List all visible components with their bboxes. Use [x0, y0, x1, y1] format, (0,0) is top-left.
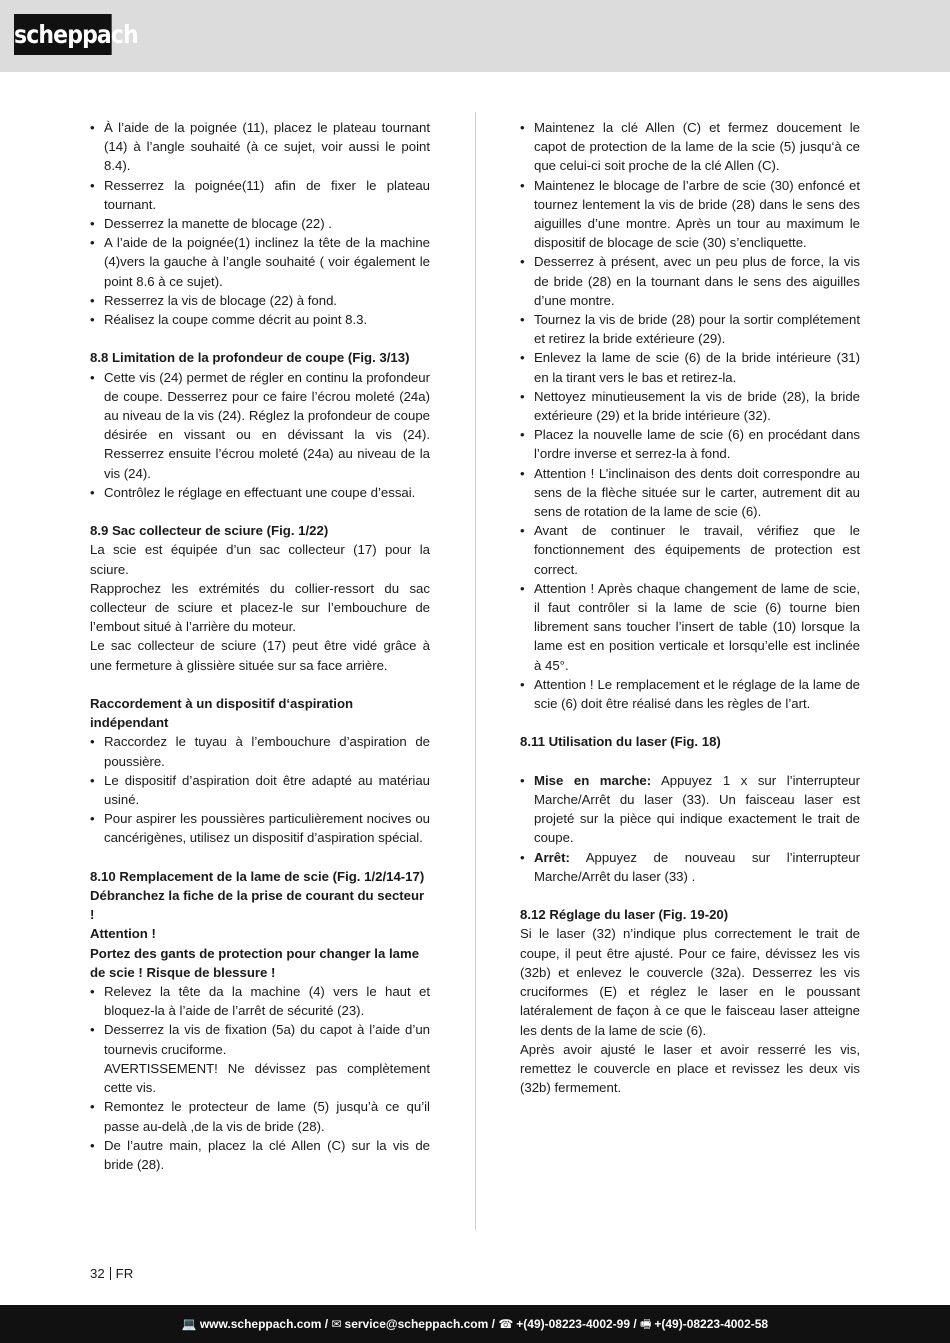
spacer	[90, 329, 430, 348]
list-item	[90, 1136, 430, 1174]
footer-fax: +(49)-08223-4002-58	[654, 1317, 769, 1331]
list-item-text: Remontez le protecteur de lame (5) jusqu’à ce qu’il passe au-delà ,de la vis de bride (28).	[104, 1099, 430, 1134]
section-heading: 8.8 Limitation de la profondeur de coupe (Fig. 3/13)	[90, 350, 410, 366]
page-number: 32	[90, 1266, 105, 1281]
list-item	[90, 732, 430, 770]
list-item-text: À l’aide de la poignée (11), placez le plateau tournant (14) à l’angle souhaité (à ce sujet, voir aussi le point 8.4).	[104, 120, 430, 174]
section-heading: Portez des gants de protection pour changer la lame de scie ! Risque de blessure !	[90, 945, 420, 980]
section-heading: Débranchez la fiche de la prise de courant du secteur !	[90, 888, 425, 923]
list-item-text: Relevez la tête da la machine (4) vers le haut et bloquez-la à l’aide de l’arrêt de sécurité (23).	[104, 984, 430, 1019]
section-heading: 8.12 Réglage du laser (Fig. 19-20)	[520, 907, 729, 923]
list-item-text: Cette vis (24) permet de régler en continu la profondeur de coupe. Desserrez pour ce faire l’écrou moleté (24a) au niveau de la vis (24). Réglez la profondeur de coupe désirée en vissant ou en dévissant la vis (24). Resserrez ensuite l’écrou moleté (24a) au niveau de la vis (24).	[104, 369, 430, 481]
list-item-text: Resserrez la poignée(11) afin de fixer le plateau tournant.	[104, 177, 430, 212]
list-item	[90, 483, 430, 502]
list-item-text: De l’autre main, placez la clé Allen (C) sur la vis de bride (28).	[104, 1137, 430, 1172]
list-item	[520, 118, 860, 176]
bullet-list	[90, 732, 430, 847]
section-heading: 8.9 Sac collecteur de sciure (Fig. 1/22)	[90, 523, 329, 539]
list-item	[90, 310, 430, 329]
list-item	[520, 252, 860, 310]
list-item-text: Attention ! Le remplacement et le réglage de la lame de scie (6) doit être réalisé dans les règles de l’art.	[534, 676, 860, 712]
spacer	[520, 713, 860, 732]
section-heading: 8.10 Remplacement de la lame de scie (Fig. 1/2/14-17)	[90, 868, 425, 884]
footer-separator: /	[491, 1317, 499, 1331]
spacer	[520, 886, 860, 905]
list-item-text: Resserrez la vis de blocage (22) à fond.	[104, 292, 338, 308]
paragraph: Après avoir ajusté le laser et avoir resserré les vis, remettez le couvercle en place et revissez les deux vis (32b) fermement.	[520, 1041, 860, 1096]
laptop-icon: 💻	[181, 1317, 197, 1331]
fax-icon: 🖷	[640, 1317, 652, 1331]
list-item	[520, 848, 860, 886]
list-item	[520, 579, 860, 675]
list-item-text: Appuyez de nouveau sur l’interrupteur Marche/Arrêt du laser (33) .	[534, 849, 860, 884]
footer-phone: +(49)-08223-4002-99	[516, 1317, 631, 1331]
list-item	[520, 675, 860, 713]
telephone-icon: ☎	[498, 1317, 514, 1331]
section-heading: Attention !	[90, 926, 156, 942]
paragraph: Si le laser (32) n’indique plus correctement le trait de coupe, il peut être ajusté. Pour ce faire, dévissez les vis (32b) et enlevez le couvercle (32a). Desserrez les vis cruciformes (E) et réglez le laser en le poussant latéralement de façon à ce que le faisceau laser atteigne les dents de la lame de scie (6).	[520, 926, 860, 1038]
list-item	[520, 464, 860, 522]
bullet-list	[90, 982, 430, 1174]
list-item	[90, 291, 430, 310]
spacer	[90, 848, 430, 867]
list-item-text: Desserrez la manette de blocage (22) .	[104, 216, 332, 232]
list-item-text: Avant de continuer le travail, vérifiez que le fonctionnement des équipements de protection est correct.	[534, 523, 860, 577]
list-item-text: Pour aspirer les poussières particulièrement nocives ou cancérigènes, utilisez un dispositif d’aspiration spécial.	[104, 811, 430, 846]
list-item	[520, 425, 860, 463]
list-item-text: Desserrez la vis de fixation (5a) du capot à l’aide d’un tournevis cruciforme.	[104, 1022, 430, 1057]
list-item-text: Attention ! Après chaque changement de lame de scie, il faut contrôler si la lame de scie (6) tourne bien librement sans toucher l’insert de table (10) lorsque la lame est en position verticale et lorsqu’elle est inclinée à 45°.	[534, 580, 860, 673]
paragraph: Rapprochez les extrémités du collier-ressort du sac collecteur de sciure et placez-le sur l’embouchure de l’embout situé à l’arrière du moteur.	[90, 580, 430, 635]
list-item	[90, 214, 430, 233]
list-item-text: Contrôlez le réglage en effectuant une coupe d’essai.	[104, 484, 416, 500]
page-language: FR	[115, 1266, 134, 1281]
list-item	[90, 176, 430, 214]
spacer	[90, 675, 430, 694]
list-item-text: Appuyez 1 x sur l’interrupteur Marche/Arrêt du laser (33). Un faisceau laser est projeté sur la pièce qui indique exactement le trait de coupe.	[534, 772, 861, 846]
footer-bar	[0, 1305, 950, 1343]
list-item-text: A l’aide de la poignée(1) inclinez la tête de la machine (4)vers la gauche à l’angle souhaité ( voir également le point 8.6 à ce sujet).	[104, 235, 430, 289]
list-item-label: Arrêt:	[534, 849, 570, 865]
list-item-text: Réalisez la coupe comme décrit au point 8.3.	[104, 312, 368, 328]
footer-separator: /	[633, 1317, 641, 1331]
paragraph: La scie est équipée d’un sac collecteur (17) pour la sciure.	[90, 542, 430, 577]
spacer	[90, 502, 430, 521]
list-item-text: Attention ! L’inclinaison des dents doit correspondre au sens de la flèche située sur le carter, autrement dit au sens de rotation de la lame de scie (6).	[534, 465, 860, 520]
column-divider	[475, 112, 476, 1230]
list-item-text: Enlevez la lame de scie (6) de la bride intérieure (31) en la tirant vers le bas et retirez-la.	[534, 350, 860, 385]
list-item	[520, 521, 860, 579]
bullet-list	[90, 118, 430, 329]
list-item	[520, 310, 860, 348]
section-heading: Raccordement à un dispositif d‘aspiration indépendant	[90, 696, 354, 731]
list-item-warning: AVERTISSEMENT! Ne dévissez pas complètement cette vis.	[104, 1060, 430, 1096]
footer-email-link[interactable]: service@scheppach.com	[344, 1317, 489, 1331]
list-item	[90, 809, 430, 847]
list-item-text: Raccordez le tuyau à l’embouchure d’aspiration de poussière.	[104, 734, 430, 769]
list-item-text: Maintenez le blocage de l’arbre de scie (30) enfoncé et tournez lentement la vis de bride (28) dans le sens des aiguilles d’une montre. Après un tour au maximum le dispositif de blocage de scie (30) s’encliquette.	[534, 177, 860, 251]
header-bar	[0, 0, 950, 72]
list-item-text: Placez la nouvelle lame de scie (6) en procédant dans l’ordre inverse et serrez-la à fond.	[534, 427, 860, 462]
list-item-text: Desserrez à présent, avec un peu plus de force, la vis de bride (28) en la tournant dans le sens des aiguilles d’une montre.	[534, 254, 860, 308]
page-number-separator	[110, 1267, 111, 1280]
scheppach-logo: scheppach	[14, 14, 112, 55]
spacer	[520, 752, 860, 771]
envelope-icon: ✉	[331, 1317, 342, 1331]
left-column	[90, 118, 430, 1174]
list-item-text: Le dispositif d’aspiration doit être adapté au matériau usiné.	[104, 772, 430, 808]
bullet-list	[520, 771, 860, 886]
list-item	[90, 368, 430, 483]
page-number-block	[90, 1265, 133, 1283]
paragraph: Le sac collecteur de sciure (17) peut être vidé grâce à une fermeture à glissière située sur sa face arrière.	[90, 638, 430, 673]
list-item	[90, 233, 430, 291]
list-item	[90, 771, 430, 809]
list-item	[520, 348, 860, 386]
list-item-text: Nettoyez minutieusement la vis de bride (28), la bride extérieure (29) et la bride intérieure (32).	[534, 388, 860, 424]
bullet-list	[90, 368, 430, 502]
list-item	[520, 176, 860, 253]
list-item	[90, 1097, 430, 1135]
list-item	[90, 982, 430, 1020]
list-item-text: Tournez la vis de bride (28) pour la sortir complétement et retirez la bride extérieure (29).	[534, 312, 860, 347]
footer-web-link[interactable]: www.scheppach.com	[199, 1317, 322, 1331]
list-item	[520, 771, 860, 848]
footer-separator: /	[324, 1317, 332, 1331]
right-column	[520, 118, 860, 1097]
list-item	[90, 1020, 430, 1097]
list-item-label: Mise en marche:	[534, 772, 652, 788]
list-item-text: Maintenez la clé Allen (C) et fermez doucement le capot de protection de la lame de la scie (5) jusqu‘à ce que celui-ci soit proche de la clé Allen (C).	[534, 120, 860, 174]
bullet-list	[520, 118, 860, 713]
list-item	[90, 118, 430, 176]
section-heading: 8.11 Utilisation du laser (Fig. 18)	[520, 734, 721, 750]
list-item	[520, 387, 860, 425]
